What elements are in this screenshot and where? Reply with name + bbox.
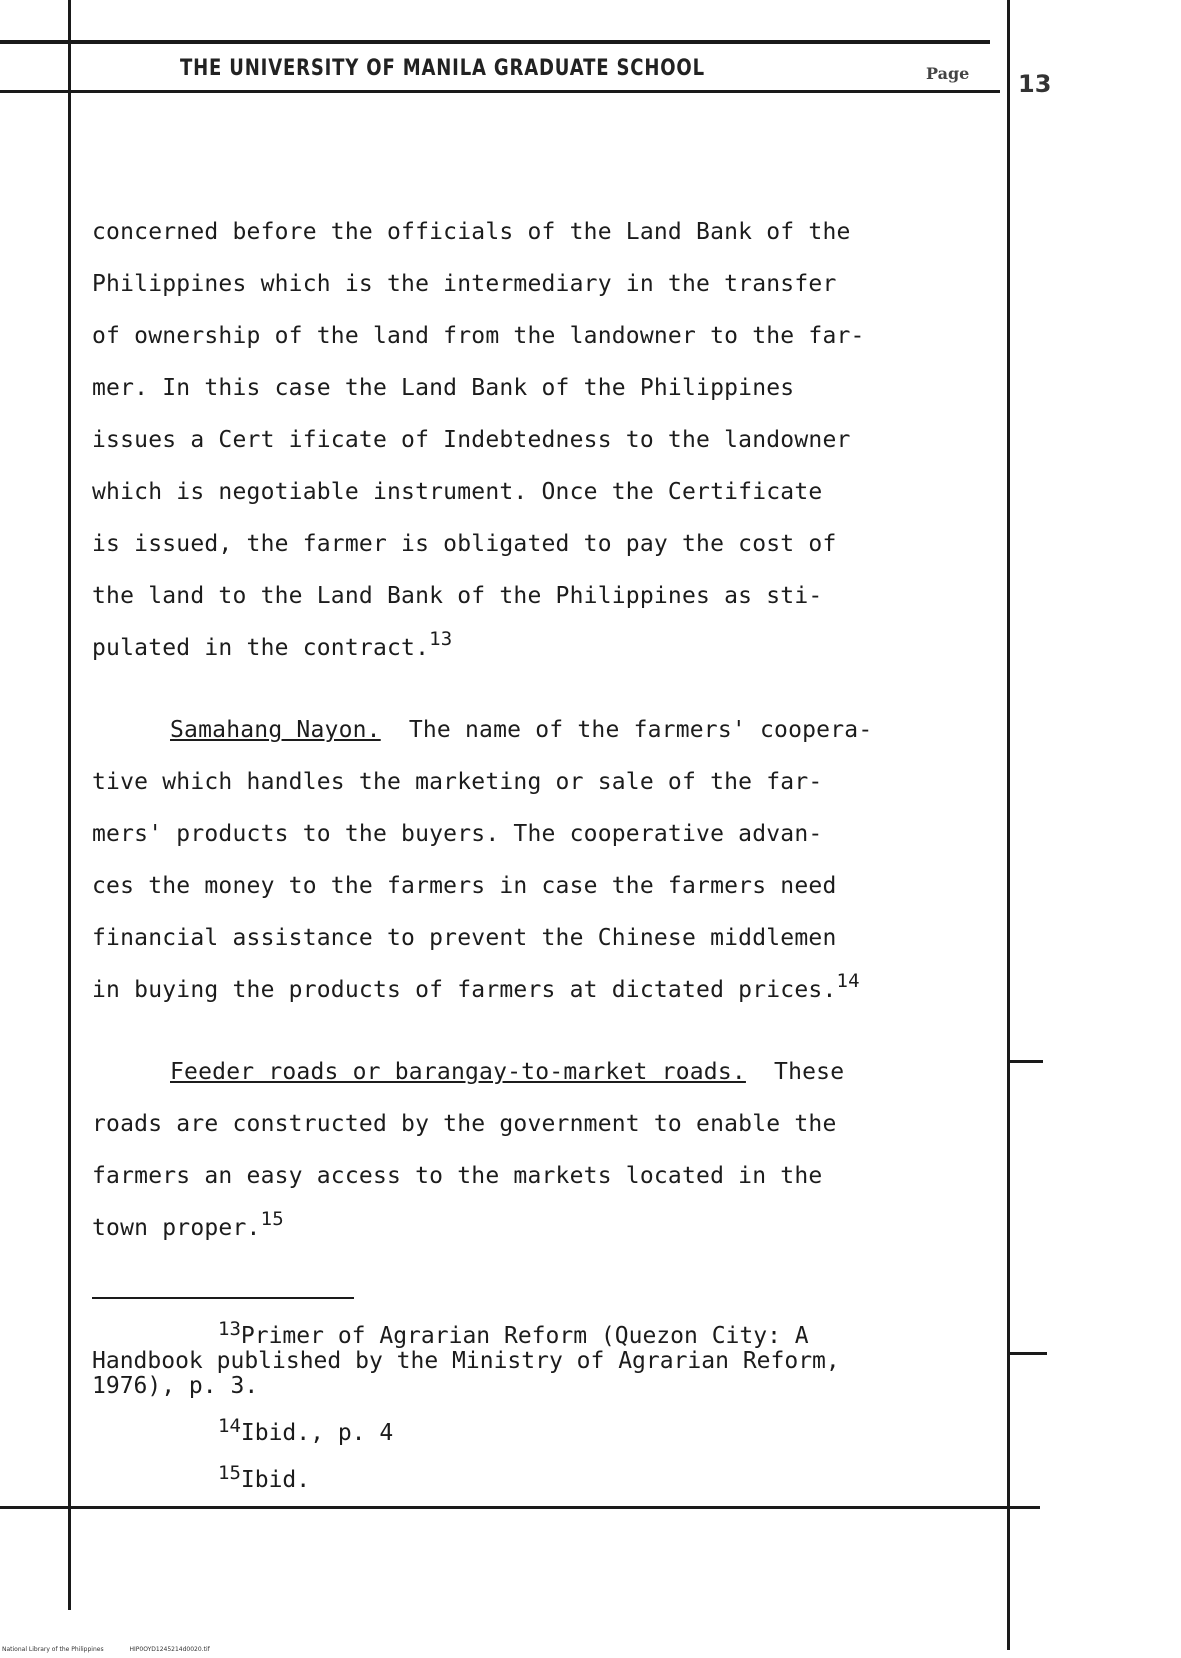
school-name: THE UNIVERSITY OF MANILA GRADUATE SCHOOL bbox=[180, 56, 705, 81]
footnote-13-cont: Handbook published by the Ministry of Agrarian Reform, bbox=[92, 1348, 840, 1374]
text-line: roads are constructed by the government to enable the bbox=[92, 1111, 837, 1137]
footnote-15: $^{15}$Ibid. bbox=[218, 1462, 311, 1493]
text-line: Samahang Nayon. The name of the farmers' coopera- bbox=[170, 717, 873, 743]
text-line: issues a Cert ificate of Indebtedness to the landowner bbox=[92, 427, 851, 453]
letterhead bbox=[180, 52, 970, 88]
footnote-13-cont: 1976), p. 3. bbox=[92, 1373, 259, 1399]
text-line: financial assistance to prevent the Chinese middlemen bbox=[92, 925, 837, 951]
header-bottom-rule bbox=[0, 90, 1000, 93]
term-samahang-nayon: Samahang Nayon. bbox=[170, 717, 381, 743]
text-line: the land to the Land Bank of the Philippines as sti- bbox=[92, 583, 823, 609]
term-feeder-roads: Feeder roads or barangay-to-market roads. bbox=[170, 1059, 746, 1085]
footnotes bbox=[92, 1318, 1012, 1493]
text-line: is issued, the farmer is obligated to pay the cost of bbox=[92, 531, 837, 557]
archive-library: National Library of the Philippines bbox=[2, 1646, 104, 1653]
text-line: town proper.$^{15}$ bbox=[92, 1208, 284, 1241]
header-top-rule bbox=[0, 40, 990, 44]
footnote-separator bbox=[92, 1297, 354, 1299]
archive-file: HIP0OYD1245214d0020.tif bbox=[129, 1646, 210, 1653]
text-line: tive which handles the marketing or sale of the far- bbox=[92, 769, 823, 795]
footnote-ref-14: 14 bbox=[836, 970, 860, 992]
text-line: ces the money to the farmers in case the farmers need bbox=[92, 873, 837, 899]
margin-tick-2 bbox=[1007, 1352, 1047, 1355]
text-line: in buying the products of farmers at dictated prices.$^{14}$ bbox=[92, 970, 860, 1003]
page-label: Page bbox=[926, 64, 970, 83]
footnote-14: $^{14}$Ibid., p. 4 bbox=[218, 1415, 394, 1446]
text-line: Philippines which is the intermediary in the transfer bbox=[92, 271, 837, 297]
text-line: concerned before the officials of the Land Bank of the bbox=[92, 219, 851, 245]
page-number: 13 bbox=[1018, 70, 1052, 98]
text-line: pulated in the contract.$^{13}$ bbox=[92, 628, 453, 661]
text-line: Feeder roads or barangay-to-market roads. These bbox=[170, 1059, 845, 1085]
footnote-ref-15: 15 bbox=[260, 1208, 284, 1230]
left-margin-rule bbox=[68, 0, 71, 1610]
text-line: mer. In this case the Land Bank of the Philippines bbox=[92, 375, 795, 401]
margin-tick-1 bbox=[1007, 1060, 1043, 1063]
text-line: of ownership of the land from the landowner to the far- bbox=[92, 323, 865, 349]
footnote-13: $^{13}$Primer of Agrarian Reform (Quezon City: A bbox=[218, 1318, 809, 1349]
text-line: mers' products to the buyers. The cooperative advan- bbox=[92, 821, 823, 847]
text-line: farmers an easy access to the markets located in the bbox=[92, 1163, 823, 1189]
archive-caption bbox=[2, 1646, 234, 1653]
body-text bbox=[92, 206, 992, 1254]
footnote-ref-13: 13 bbox=[429, 628, 453, 650]
text-line: which is negotiable instrument. Once the Certificate bbox=[92, 479, 823, 505]
footer-rule bbox=[0, 1506, 1040, 1509]
